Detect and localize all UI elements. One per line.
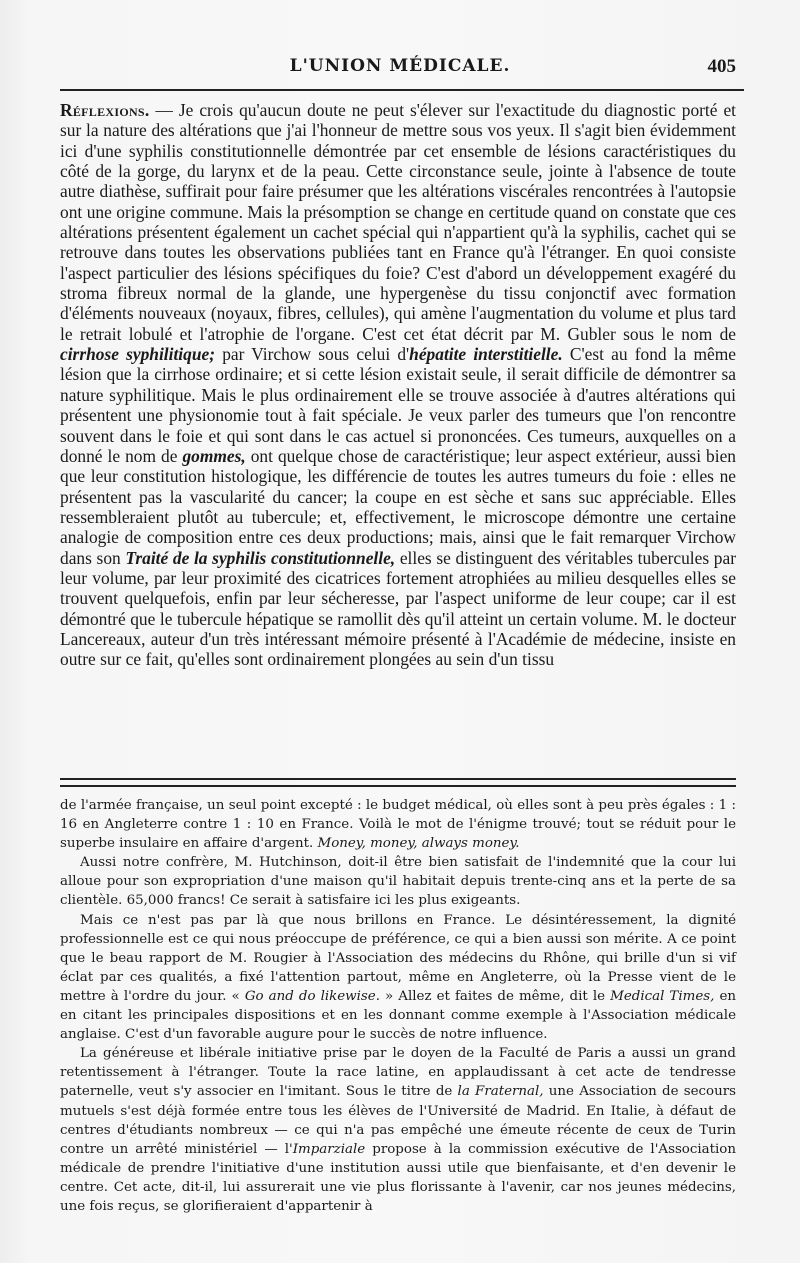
italic-phrase: Money, money, always money.: [317, 836, 520, 852]
italic-phrase: Go and do likewise.: [244, 988, 380, 1004]
italic-term: cirrhose syphilitique;: [60, 344, 216, 365]
body-text: par Virchow sous celui d': [215, 344, 410, 365]
italic-title: la Fraternal,: [457, 1084, 544, 1100]
main-article-text: [60, 100, 736, 670]
text-run: La généreuse et libérale initiative prise par le doyen de la Faculté de Paris a aussi un grand retentissement à l'étranger. Toute la race latine, en applaudissant à cet acte de tendresse paternelle, veut s'y associer en l'imitant. Sous le titre de: [60, 1046, 736, 1100]
body-text: — Je crois qu'aucun doute ne peut s'élever sur l'exactitude du diagnostic porté et sur la nature des altérations que j'ai l'honneur de mettre sous vos yeux. Il s'agit bien évidemment ici d'une syphilis constitutionnelle démontrée par cet ensemble de lésions caractéristiques du côté de la gorge, du larynx et de la peau. Cette circonstance seule, jointe à l'absence de toute autre diathèse, suffirait pour faire présumer que les altérations viscérales rencontrées à l'autopsie ont une origine commune. Mais la présomption se change en certitude quand on constate que ces altérations présentent également un cachet spécial qui n'appartient qu'à la syphilis, cachet qui se retrouve dans toutes les observations publiées tant en France qu'à l'étranger. En quoi consiste l'aspect particulier des lésions spécifiques du foie? C'est d'abord un développement exagéré du stroma fibreux normal de la glande, une hypergenèse du tissu conjonctif avec formation d'éléments nouveaux (noyaux, fibres, cellules), qui amène l'augmentation du volume et plus tard le retrait lobulé et l'atrophie de l'organe. C'est cet état décrit par M. Gubler sous le nom de: [60, 100, 736, 344]
paragraph: [60, 796, 736, 853]
paragraph: [60, 853, 736, 910]
page-header: [60, 52, 740, 86]
feuilleton-text: [60, 796, 736, 1216]
italic-title: Traité de la syphilis constitutionnelle,: [125, 547, 396, 568]
body-text: ont quelque chose de caractéristique; leur aspect extérieur, aussi bien que leur constitution histologique, les différencie de toutes les autres tumeurs du foie : elles ne présentent pas la vascularité du cancer; la coupe en est sèche et sans suc appréciable. Elles ressembleraient plutôt au tubercule; et, effectivement, le microscope démontre une certaine analogie de composition entre ces deux productions; mais, ainsi que le fait remarquer Virchow dans son: [60, 445, 736, 568]
paragraph: [60, 1044, 736, 1216]
body-text: C'est au fond la même lésion que la cirrhose ordinaire; et si cette lésion existait seule, il serait difficile de démontrer sa nature syphilitique. Mais le plus ordinairement elle se trouve associée à d'autres altérations qui présentent une physionomie tout à fait spéciale. Je veux parler des tumeurs que l'on rencontre souvent dans le foie et qui sont dans le cas actuel si prononcées. Ces tumeurs, auxquelles on a donné le nom de: [60, 344, 736, 466]
body-text: elles se distinguent des véritables tubercules par leur volume, par leur proximité des cicatrices fortement atrophiées au milieu desquelles elles se trouvent quelquefois, enfin par leur sécheresse, par l'aspect uniforme de leur coupe; car il est démontré que le tubercule hépatique se ramollit dès qu'il atteint un certain volume. M. le docteur Lancereaux, auteur d'un très intéressant mémoire présenté à l'Académie de médecine, insiste en outre sur ce fait, qu'elles sont ordinairement plongées au sein d'un tissu: [60, 547, 736, 670]
text-run: » Allez et faites de même, dit le: [379, 988, 611, 1004]
italic-term: hépatite interstitielle.: [409, 344, 563, 365]
text-run: en en citant les principales dispositions et en les donnant comme exemple à l'Association médicale anglaise. C'est d'un favorable augure pour le succès de notre influence.: [60, 988, 737, 1043]
text-run: Mais ce n'est pas par là que nous brillons en France. Le désintéressement, la dignité professionnelle est ce qui nous préoccupe de préférence, ce qui a bien aussi son mérite. A ce point que le beau rapport de M. Rougier à l'Association des médecins du Rhône, qui brille d'un si vif éclat par ces qualités, a fixé l'attention partout, même en Angleterre, où la Presse vient de le mettre à l'ordre du jour. «: [60, 912, 736, 1004]
text-run: une Association de secours mutuels s'est déjà formée entre tous les élèves de l'Université de Madrid. En Italie, à défaut de centres d'étudiants nombreux — ce qui n'a pas empêché une émeute récente de ceux de Turin contre un arrêté ministériel — l': [60, 1084, 736, 1157]
italic-title: Medical Times,: [610, 988, 715, 1004]
italic-title: Imparziale: [292, 1141, 366, 1157]
section-lead: Réflexions.: [60, 100, 150, 120]
italic-term: gommes,: [182, 445, 246, 466]
section-divider: [60, 778, 736, 787]
text-run: propose à la commission exécutive de l'Association médicale de prendre l'initiative d'une institution aussi utile que bienfaisante, et d'en devenir le centre. Cet acte, dit-il, lui assurerait une vie plus florissante à l'avenir, car nos jeunes médecins, une fois reçus, se glorifieraient d'appartenir à: [60, 1141, 736, 1214]
page-number: 405: [707, 56, 736, 77]
running-title: L'UNION MÉDICALE.: [289, 56, 511, 76]
header-rule: [60, 89, 744, 91]
text-run: de l'armée française, un seul point excepté : le budget médical, où elles sont à peu près égales : 1 : 16 en Angleterre contre 1 : 10 en France. Voilà le mot de l'énigme trouvé; tout se réduit pour le superbe insulaire en affaire d'argent.: [60, 798, 736, 852]
paragraph: [60, 911, 736, 1045]
text-run: Aussi notre confrère, M. Hutchinson, doit-il être bien satisfait de l'indemnité que la cour lui alloue pour son expropriation d'une maison qu'il habitait depuis trente-cinq ans et la perte de sa clientèle. 65,000 francs! Ce serait à satisfaire ici les plus exigeants.: [60, 855, 736, 909]
